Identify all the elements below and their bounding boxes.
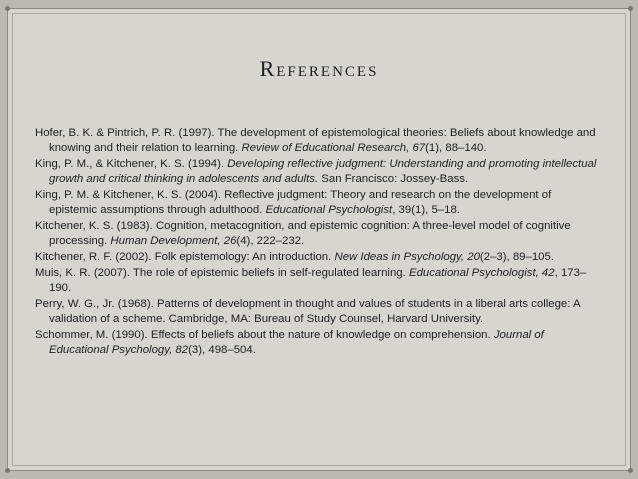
reference-item <box>35 297 600 327</box>
reference-text: King, P. M. & Kitchener, K. S. (2004). Reflective judgment: Theory and research on the development of epistemic assumptions through adulthood. <box>35 189 552 216</box>
reference-details: (2–3), 89–105. <box>479 251 555 263</box>
reference-source: Educational Psychologist <box>265 204 393 216</box>
reference-item <box>35 219 600 249</box>
frame-corner-dot <box>5 6 10 11</box>
reference-details: (4), 222–232. <box>236 235 305 247</box>
reference-text: Kitchener, K. S. (1983). Cognition, metacognition, and epistemic cognition: A three-level model of cognitive processing. <box>35 220 571 247</box>
reference-details: San Francisco: Jossey-Bass. <box>318 173 469 185</box>
reference-item <box>35 250 600 265</box>
reference-source: Review of Educational Research, 67 <box>241 142 426 154</box>
reference-item <box>35 328 600 358</box>
reference-text: Hofer, B. K. & Pintrich, P. R. (1997). The development of epistemological theories: Beliefs about knowledge and knowing and their relation to learning. <box>35 127 596 154</box>
reference-details: , 173–190. <box>49 267 587 294</box>
reference-text: Kitchener, R. F. (2002). Folk epistemology: An introduction. <box>35 251 335 263</box>
reference-list <box>35 126 600 359</box>
reference-details: , 39(1), 5–18. <box>392 204 460 216</box>
reference-source: Developing reflective judgment: Understanding and promoting intellectual growth and critical thinking in adolescents and adults. <box>49 158 597 185</box>
reference-details: (1), 88–140. <box>425 142 487 154</box>
reference-text: Schommer, M. (1990). Effects of beliefs about the nature of knowledge on comprehension. <box>35 329 494 341</box>
reference-source: Educational Psychologist, 42 <box>408 267 555 279</box>
reference-item <box>35 188 600 218</box>
reference-source: Journal of Educational Psychology, 82 <box>49 329 544 356</box>
reference-item <box>35 126 600 156</box>
frame-corner-dot <box>628 6 633 11</box>
slide-title: References <box>259 56 379 81</box>
reference-item <box>35 157 600 187</box>
frame-corner-dot <box>5 468 10 473</box>
reference-text: King, P. M., & Kitchener, K. S. (1994). <box>35 158 228 170</box>
slide <box>7 8 631 471</box>
reference-source: New Ideas in Psychology, 20 <box>334 251 480 263</box>
reference-text: Muis, K. R. (2007). The role of epistemic beliefs in self-regulated learning. <box>35 267 409 279</box>
frame-corner-dot <box>628 468 633 473</box>
reference-details: (3), 498–504. <box>188 344 256 356</box>
reference-text: Perry, W. G., Jr. (1968). Patterns of development in thought and values of students in a liberal arts college: A validation of a scheme. Cambridge, MA: Bureau of Study Counsel, Harvard University. <box>35 298 580 325</box>
reference-source: Human Development, 26 <box>110 235 237 247</box>
reference-item <box>35 266 600 296</box>
